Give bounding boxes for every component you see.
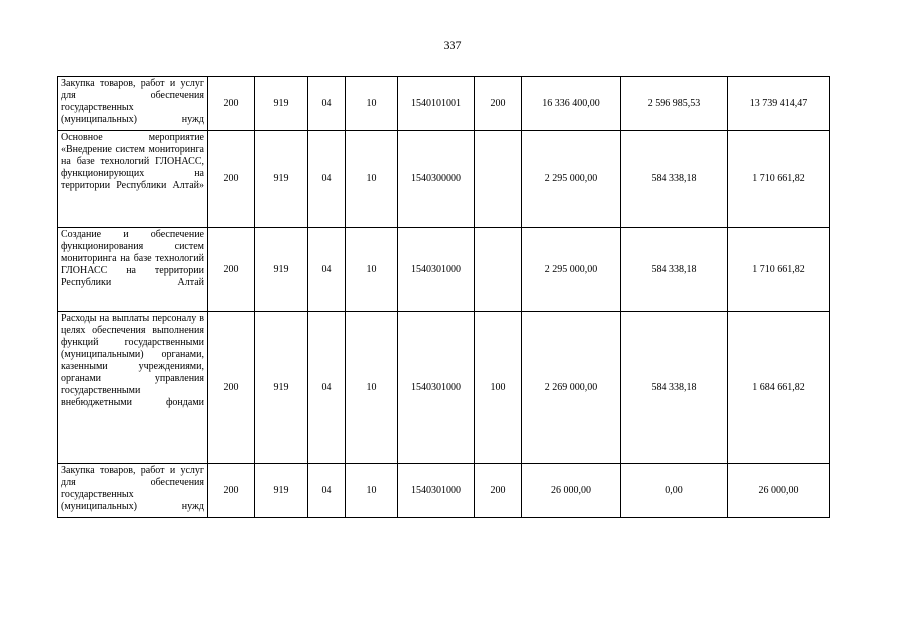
cell-sum3: 1 710 661,82 — [728, 131, 830, 228]
cell-kind: 100 — [475, 312, 522, 464]
cell-kind — [475, 228, 522, 312]
cell-col1: 200 — [208, 77, 255, 131]
cell-col3: 04 — [308, 228, 346, 312]
cell-sum2: 0,00 — [621, 464, 728, 518]
cell-col4: 10 — [346, 312, 398, 464]
cell-sum2: 584 338,18 — [621, 312, 728, 464]
table-row — [58, 464, 830, 518]
cell-sum3: 13 739 414,47 — [728, 77, 830, 131]
cell-sum1: 2 269 000,00 — [522, 312, 621, 464]
row-name-cell: Расходы на выплаты персоналу в целях обеспечения выполнения функций государственными (муниципальными) органами, казенными учреждениями, органами управления государственными внебюджетными фондами — [58, 312, 208, 464]
cell-col4: 10 — [346, 77, 398, 131]
cell-col2: 919 — [255, 464, 308, 518]
cell-col3: 04 — [308, 464, 346, 518]
cell-sum1: 26 000,00 — [522, 464, 621, 518]
cell-col1: 200 — [208, 312, 255, 464]
cell-col2: 919 — [255, 312, 308, 464]
row-name-cell: Создание и обеспечение функционирования систем мониторинга на базе технологий ГЛОНАСС на территории Республики Алтай — [58, 228, 208, 312]
cell-col1: 200 — [208, 464, 255, 518]
cell-col3: 04 — [308, 77, 346, 131]
row-name-cell: Закупка товаров, работ и услуг для обеспечения государственных (муниципальных) нужд — [58, 464, 208, 518]
cell-sum3: 1 710 661,82 — [728, 228, 830, 312]
cell-col2: 919 — [255, 131, 308, 228]
cell-col2: 919 — [255, 77, 308, 131]
row-name-cell: Основное мероприятие «Внедрение систем мониторинга на базе технологий ГЛОНАСС, функционирующих на территории Республики Алтай» — [58, 131, 208, 228]
cell-code: 1540300000 — [398, 131, 475, 228]
cell-col3: 04 — [308, 312, 346, 464]
cell-sum3: 1 684 661,82 — [728, 312, 830, 464]
cell-sum1: 16 336 400,00 — [522, 77, 621, 131]
cell-kind: 200 — [475, 464, 522, 518]
cell-code: 1540301000 — [398, 464, 475, 518]
table-row — [58, 228, 830, 312]
row-name-cell: Закупка товаров, работ и услуг для обеспечения государственных (муниципальных) нужд — [58, 77, 208, 131]
cell-col2: 919 — [255, 228, 308, 312]
cell-code: 1540301000 — [398, 228, 475, 312]
cell-col4: 10 — [346, 131, 398, 228]
cell-sum1: 2 295 000,00 — [522, 131, 621, 228]
cell-kind — [475, 131, 522, 228]
cell-col4: 10 — [346, 228, 398, 312]
cell-col3: 04 — [308, 131, 346, 228]
cell-sum2: 584 338,18 — [621, 228, 728, 312]
table-row — [58, 77, 830, 131]
table-row — [58, 131, 830, 228]
cell-sum2: 2 596 985,53 — [621, 77, 728, 131]
cell-sum1: 2 295 000,00 — [522, 228, 621, 312]
budget-table — [57, 76, 830, 518]
page-number: 337 — [443, 38, 462, 52]
cell-sum3: 26 000,00 — [728, 464, 830, 518]
cell-kind: 200 — [475, 77, 522, 131]
table-row — [58, 312, 830, 464]
cell-code: 1540301000 — [398, 312, 475, 464]
cell-col4: 10 — [346, 464, 398, 518]
cell-code: 1540101001 — [398, 77, 475, 131]
cell-col1: 200 — [208, 228, 255, 312]
cell-col1: 200 — [208, 131, 255, 228]
cell-sum2: 584 338,18 — [621, 131, 728, 228]
